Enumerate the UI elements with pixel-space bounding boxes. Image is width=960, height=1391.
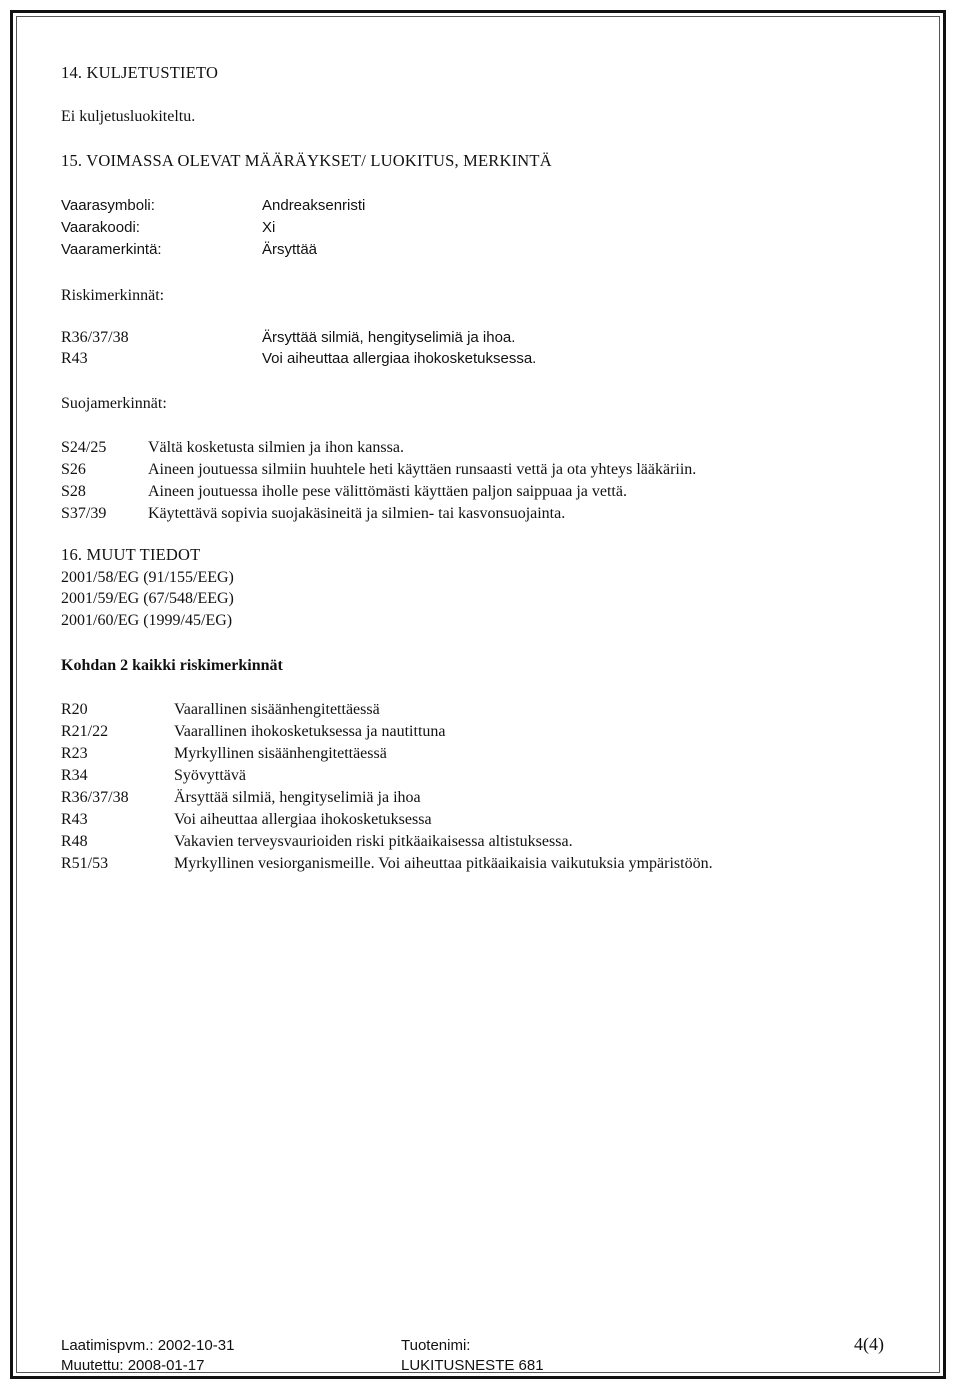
hazard-label: Vaarasymboli:	[61, 197, 155, 214]
safety-text: Käytettävä sopivia suojakäsineitä ja silmien- tai kasvonsuojainta.	[148, 505, 566, 522]
section-16-title: 16. MUUT TIEDOT	[61, 545, 201, 564]
all-risk-code: R21/22	[61, 723, 109, 740]
all-risk-text: Ärsyttää silmiä, hengityselimiä ja ihoa	[174, 789, 421, 806]
directive-item: 2001/59/EG (67/548/EEG)	[61, 590, 234, 607]
all-risk-code: R48	[61, 833, 88, 850]
safety-code: S37/39	[61, 505, 107, 522]
risk-code: R36/37/38	[61, 329, 129, 346]
safety-heading: Suojamerkinnät:	[61, 395, 167, 412]
all-risk-text: Vakavien terveysvaurioiden riski pitkäaikaisessa altistuksessa.	[174, 833, 573, 850]
risk-code: R43	[61, 350, 88, 367]
all-risk-code: R51/53	[61, 855, 109, 872]
safety-code: S24/25	[61, 439, 107, 456]
all-risk-code: R34	[61, 767, 88, 784]
hazard-value: Xi	[262, 219, 276, 236]
all-risk-text: Myrkyllinen vesiorganismeille. Voi aiheuttaa pitkäaikaisia vaikutuksia ympäristöön.	[174, 855, 713, 872]
risk-heading: Riskimerkinnät:	[61, 287, 165, 304]
hazard-value: Andreaksenristi	[262, 197, 366, 214]
all-risk-text: Myrkyllinen sisäänhengitettäessä	[174, 745, 387, 762]
all-risk-text: Voi aiheuttaa allergiaa ihokosketuksessa	[174, 811, 432, 828]
section-14-text: Ei kuljetusluokiteltu.	[61, 108, 196, 125]
all-risk-text: Syövyttävä	[174, 767, 246, 784]
all-risk-code: R23	[61, 745, 88, 762]
all-risk-code: R36/37/38	[61, 789, 129, 806]
hazard-label: Vaarakoodi:	[61, 219, 140, 236]
directive-item: 2001/58/EG (91/155/EEG)	[61, 569, 234, 586]
risk-text: Voi aiheuttaa allergiaa ihokosketuksessa.	[262, 350, 537, 367]
all-risk-code: R43	[61, 811, 88, 828]
footer-created-date: Laatimispvm.: 2002-10-31	[61, 1337, 235, 1354]
directive-item: 2001/60/EG (1999/45/EG)	[61, 612, 233, 629]
all-risk-text: Vaarallinen sisäänhengitettäessä	[174, 701, 380, 718]
page-border-inner	[16, 16, 940, 1373]
footer-product-label: Tuotenimi:	[401, 1337, 471, 1354]
section-15-title: 15. VOIMASSA OLEVAT MÄÄRÄYKSET/ LUOKITUS, MERKINTÄ	[61, 151, 552, 170]
hazard-value: Ärsyttää	[262, 241, 318, 258]
hazard-label: Vaaramerkintä:	[61, 241, 162, 258]
all-risk-heading: Kohdan 2 kaikki riskimerkinnät	[61, 657, 283, 674]
footer-page-number: 4(4)	[854, 1334, 884, 1354]
footer-modified-date: Muutettu: 2008-01-17	[61, 1357, 205, 1374]
safety-text: Vältä kosketusta silmien ja ihon kanssa.	[148, 439, 404, 456]
section-14-title: 14. KULJETUSTIETO	[61, 63, 219, 82]
safety-code: S26	[61, 461, 86, 478]
safety-code: S28	[61, 483, 86, 500]
safety-text: Aineen joutuessa silmiin huuhtele heti käyttäen runsaasti vettä ja ota yhteys lääkäriin.	[148, 461, 697, 478]
safety-text: Aineen joutuessa iholle pese välittömästi käyttäen paljon saippuaa ja vettä.	[148, 483, 627, 500]
footer-product-name: LUKITUSNESTE 681	[401, 1357, 544, 1374]
all-risk-code: R20	[61, 701, 88, 718]
all-risk-text: Vaarallinen ihokosketuksessa ja nautittuna	[174, 723, 446, 740]
risk-text: Ärsyttää silmiä, hengityselimiä ja ihoa.	[262, 329, 516, 346]
